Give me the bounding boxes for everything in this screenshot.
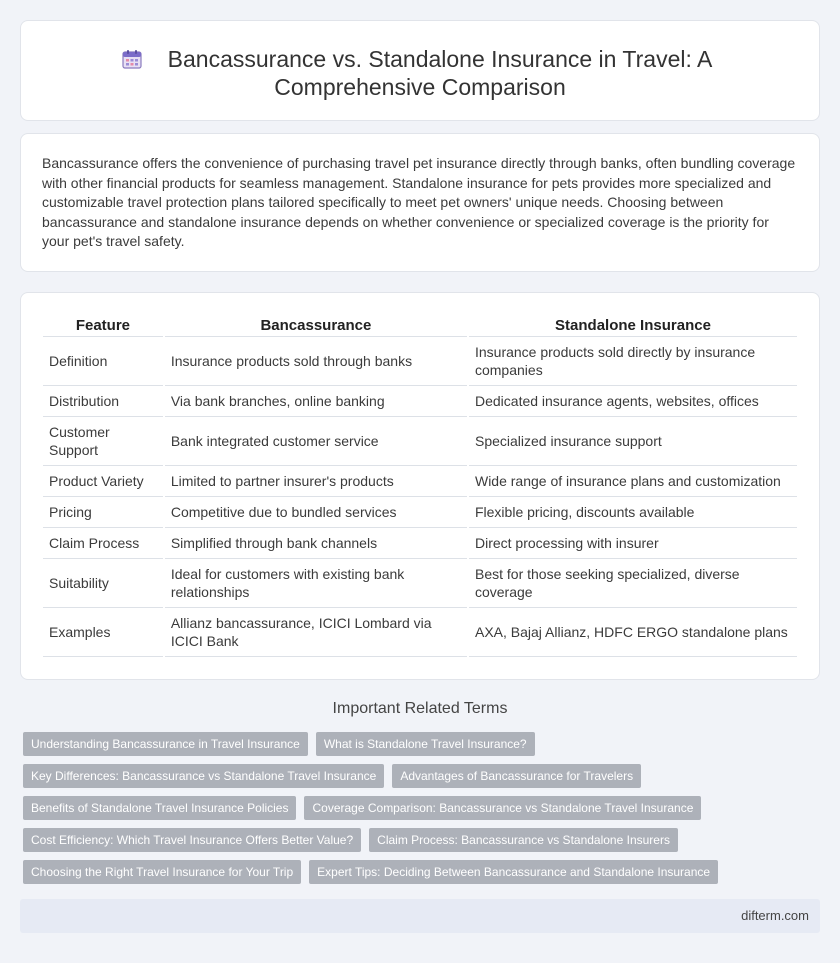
related-term-tag[interactable]: Benefits of Standalone Travel Insurance Policies — [23, 796, 296, 820]
table-cell: Simplified through bank channels — [165, 528, 467, 559]
table-cell: Limited to partner insurer's products — [165, 466, 467, 497]
intro-card — [20, 133, 820, 272]
table-row — [43, 497, 797, 528]
header-bancassurance: Bancassurance — [165, 315, 467, 337]
table-cell: Via bank branches, online banking — [165, 386, 467, 417]
footer — [20, 899, 820, 933]
table-cell: Examples — [43, 608, 163, 657]
header-standalone: Standalone Insurance — [469, 315, 797, 337]
table-cell: Insurance products sold directly by insurance companies — [469, 337, 797, 386]
table-cell: Competitive due to bundled services — [165, 497, 467, 528]
header-card — [20, 20, 820, 121]
table-cell: Allianz bancassurance, ICICI Lombard via ICICI Bank — [165, 608, 467, 657]
table-cell: Direct processing with insurer — [469, 528, 797, 559]
related-term-tag[interactable]: Claim Process: Bancassurance vs Standalone Insurers — [369, 828, 678, 852]
related-term-tag[interactable]: Understanding Bancassurance in Travel Insurance — [23, 732, 308, 756]
table-cell: AXA, Bajaj Allianz, HDFC ERGO standalone plans — [469, 608, 797, 657]
tag-row — [23, 732, 803, 756]
table-cell: Pricing — [43, 497, 163, 528]
table-cell: Claim Process — [43, 528, 163, 559]
related-term-tag[interactable]: Coverage Comparison: Bancassurance vs Standalone Travel Insurance — [304, 796, 701, 820]
table-row — [43, 386, 797, 417]
table-cell: Definition — [43, 337, 163, 386]
table-cell: Distribution — [43, 386, 163, 417]
related-terms-list — [23, 732, 803, 892]
tag-row — [23, 764, 803, 788]
table-cell: Flexible pricing, discounts available — [469, 497, 797, 528]
table-cell: Ideal for customers with existing bank relationships — [165, 559, 467, 608]
related-term-tag[interactable]: Expert Tips: Deciding Between Bancassurance and Standalone Insurance — [309, 860, 718, 884]
table-cell: Specialized insurance support — [469, 417, 797, 466]
table-cell: Dedicated insurance agents, websites, offices — [469, 386, 797, 417]
table-cell: Best for those seeking specialized, diverse coverage — [469, 559, 797, 608]
comparison-table — [41, 315, 799, 657]
table-cell: Customer Support — [43, 417, 163, 466]
page-title-line2: Comprehensive Comparison — [274, 74, 566, 100]
table-row — [43, 337, 797, 386]
table-row — [43, 608, 797, 657]
related-term-tag[interactable]: Choosing the Right Travel Insurance for Your Trip — [23, 860, 301, 884]
intro-text: Bancassurance offers the convenience of purchasing travel pet insurance directly through banks, often bundling coverage with other financial products for seamless management. Standalone insurance for pets provides more specialized and customizable travel protection plans tailored specifically to meet pet owners' unique needs. Choosing between bancassurance and standalone insurance depends on whether convenience or specialized coverage is the priority for your pet's travel safety. — [42, 155, 796, 250]
related-term-tag[interactable]: Cost Efficiency: Which Travel Insurance Offers Better Value? — [23, 828, 361, 852]
page-title — [128, 45, 713, 101]
table-cell: Insurance products sold through banks — [165, 337, 467, 386]
table-row — [43, 528, 797, 559]
table-cell: Product Variety — [43, 466, 163, 497]
related-term-tag[interactable]: What is Standalone Travel Insurance? — [316, 732, 535, 756]
page-title-line1: Bancassurance vs. Standalone Insurance in Travel: A — [167, 46, 713, 72]
related-terms-title: Important Related Terms — [332, 700, 508, 717]
related-term-tag[interactable]: Advantages of Bancassurance for Travelers — [392, 764, 641, 788]
related-term-tag[interactable]: Key Differences: Bancassurance vs Standalone Travel Insurance — [23, 764, 384, 788]
header-feature: Feature — [43, 315, 163, 337]
table-header-row — [43, 315, 797, 337]
tag-row — [23, 828, 803, 852]
table-row — [43, 466, 797, 497]
table-row — [43, 559, 797, 608]
table-row — [43, 417, 797, 466]
tag-row — [23, 860, 803, 884]
table-cell: Bank integrated customer service — [165, 417, 467, 466]
table-cell: Wide range of insurance plans and customization — [469, 466, 797, 497]
footer-site-link[interactable]: difterm.com — [741, 908, 809, 923]
table-cell: Suitability — [43, 559, 163, 608]
tag-row — [23, 796, 803, 820]
comparison-table-card — [20, 292, 820, 680]
